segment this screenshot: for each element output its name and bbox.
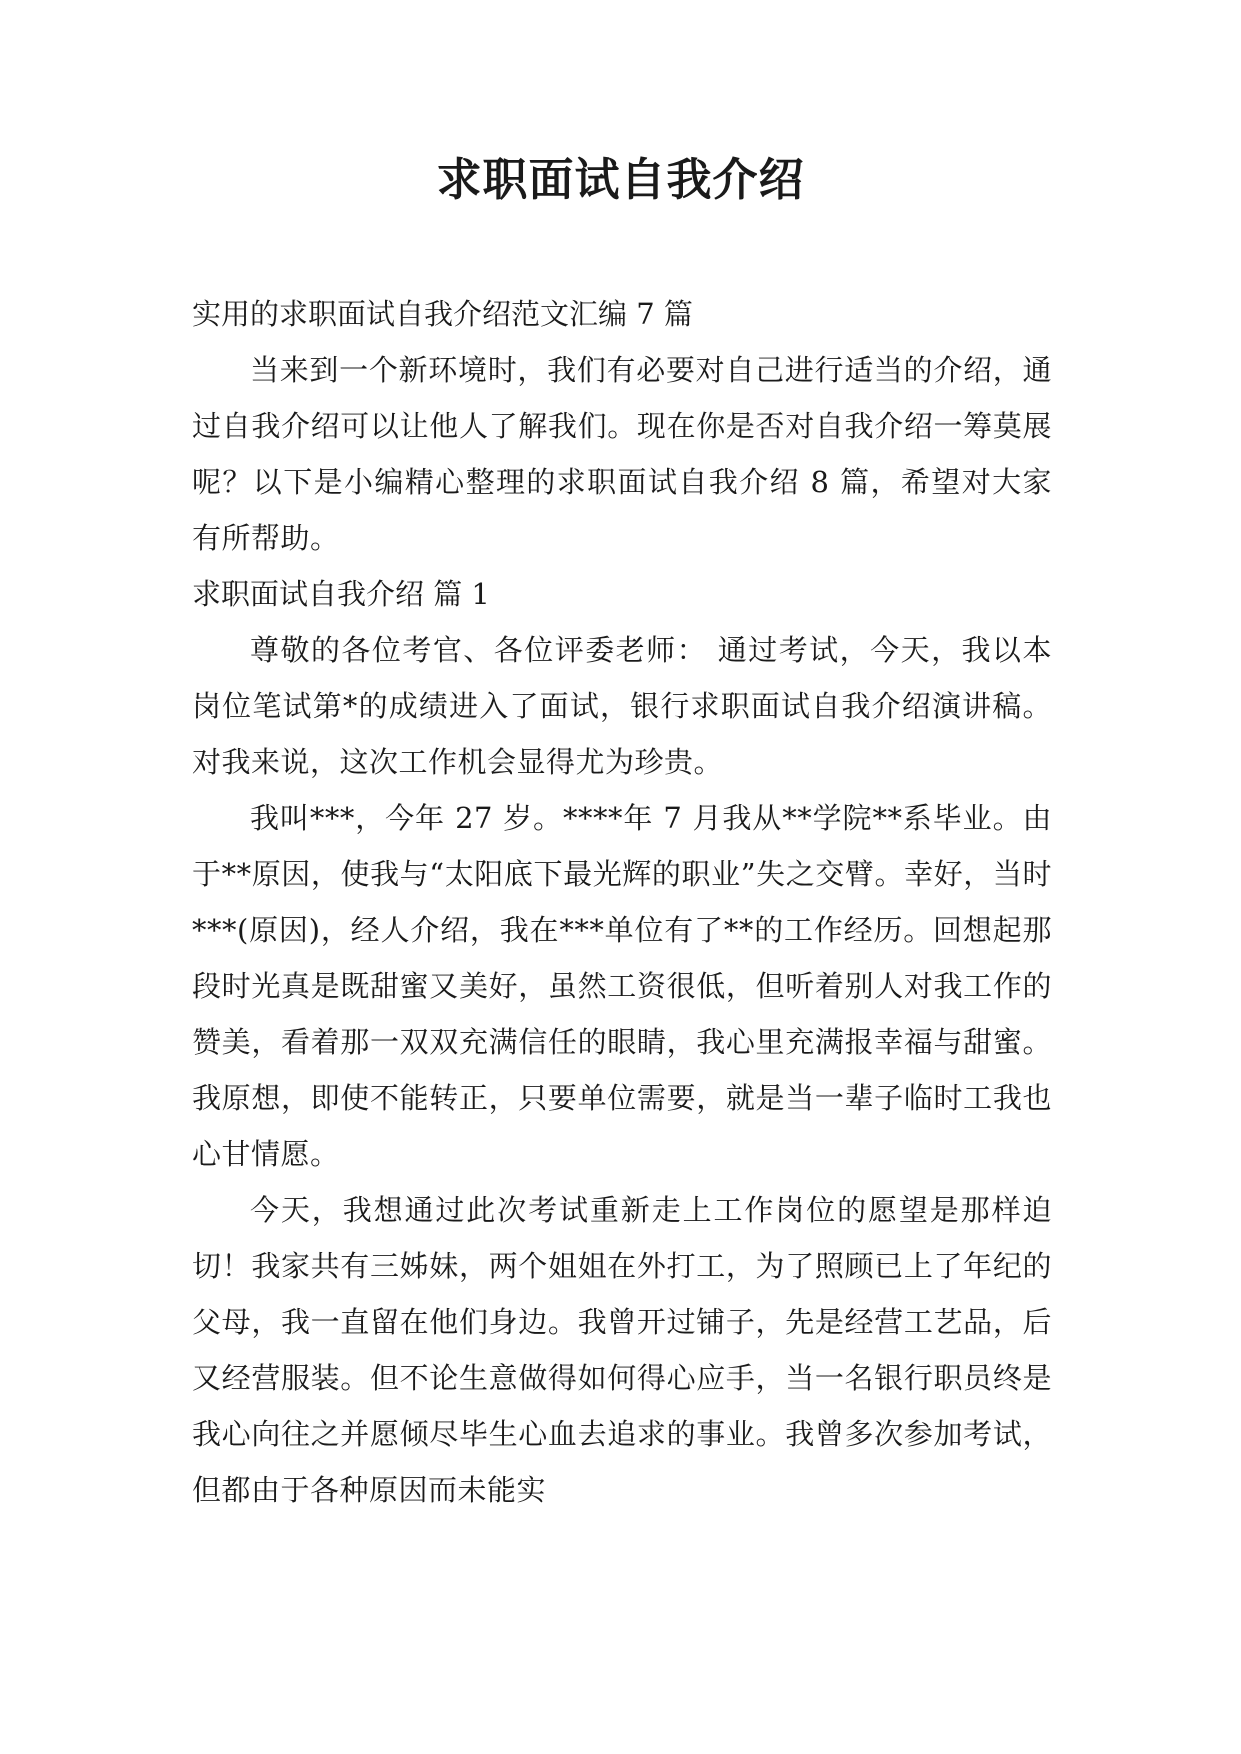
intro-paragraph: 当来到一个新环境时，我们有必要对自己进行适当的介绍，通过自我介绍可以让他人了解我们。现在你是否对自我介绍一筹莫展呢？以下是小编精心整理的求职面试自我介绍 8 篇，希望对大家有所帮助。 (192, 353, 1052, 555)
document-title: 求职面试自我介绍 (436, 153, 805, 206)
section-heading: 求职面试自我介绍 篇 1 (192, 577, 490, 611)
body-paragraph-3: 今天，我想通过此次考试重新走上工作岗位的愿望是那样迫切！我家共有三姊妹，两个姐姐在外打工，为了照顾已上了年纪的父母，我一直留在他们身边。我曾开过铺子，先是经营工艺品，后又经营服装。但不论生意做得如何得心应手，当一名银行职员终是我心向往之并愿倾尽毕生心血去追求的事业。我曾多次参加考试，但都由于各种原因而未能实 (192, 1193, 1052, 1507)
document-subtitle: 实用的求职面试自我介绍范文汇编 7 篇 (192, 297, 693, 331)
body-paragraph-1: 尊敬的各位考官、各位评委老师： 通过考试，今天，我以本岗位笔试第*的成绩进入了面试，银行求职面试自我介绍演讲稿。对我来说，这次工作机会显得尤为珍贵。 (192, 633, 1052, 779)
body-paragraph-2: 我叫***，今年 27 岁。****年 7 月我从**学院**系毕业。由于**原因，使我与“太阳底下最光辉的职业”失之交臂。幸好，当时***(原因)，经人介绍，我在***单位有了**的工作经历。回想起那段时光真是既甜蜜又美好，虽然工资很低，但听着别人对我工作的赞美，看着那一双双充满信任的眼睛，我心里充满报幸福与甜蜜。我原想，即使不能转正，只要单位需要，就是当一辈子临时工我也心甘情愿。 (192, 801, 1052, 1171)
document-body (192, 286, 1052, 1518)
